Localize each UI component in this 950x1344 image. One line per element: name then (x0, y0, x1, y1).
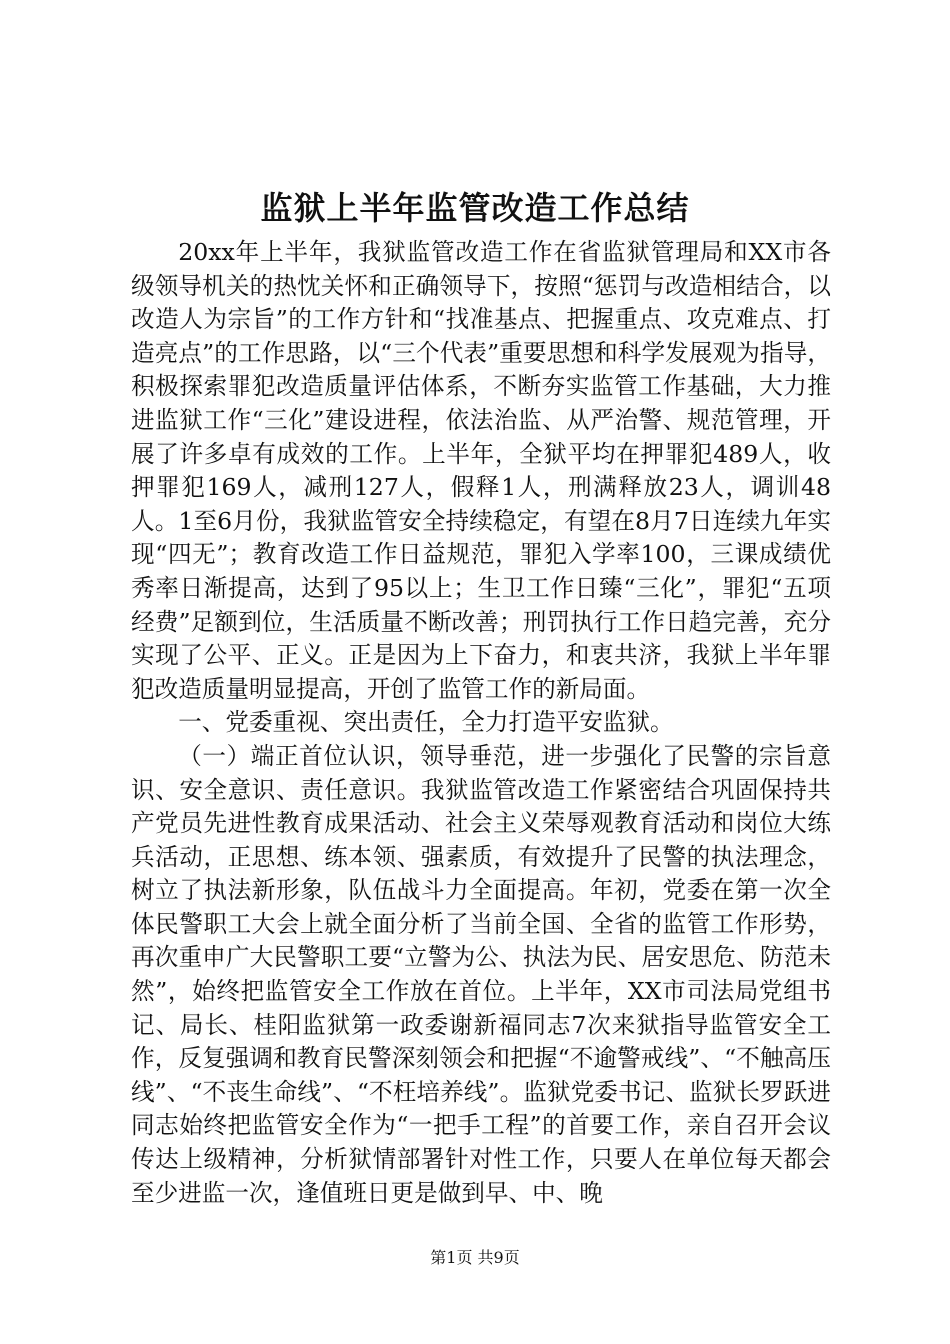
document-title: 监狱上半年监管改造工作总结 (260, 189, 690, 227)
paragraph-intro: 20xx年上半年，我狱监管改造工作在省监狱管理局和XX市各级领导机关的热忱关怀和正确领导下，按照“惩罚与改造相结合，以改造人为宗旨”的工作方针和“找准基点、把握重点、攻克难点、打造亮点”的工作思路，以“三个代表”重要思想和科学发展观为指导，积极探索罪犯改造质量评估体系，不断夯实监管工作基础，大力推进监狱工作“三化”建设进程，依法治监、从严治警、规范管理，开展了许多卓有成效的工作。上半年，全狱平均在押罪犯489人，收押罪犯169人，减刑127人，假释1人，刑满释放23人，调训48人。1至6月份，我狱监管安全持续稳定，有望在8月7日连续九年实现“四无”；教育改造工作日益规范，罪犯入学率100，三课成绩优秀率日渐提高，达到了95以上；生卫工作日臻“三化”，罪犯“五项经费”足额到位，生活质量不断改善；刑罚执行工作日趋完善，充分实现了公平、正义。正是因为上下奋力，和衷共济，我狱上半年罪犯改造质量明显提高，开创了监管工作的新局面。 (131, 238, 831, 703)
page-number: 第1页 共9页 (430, 1248, 520, 1267)
paragraph-subsection-one: （一）端正首位认识，领导垂范，进一步强化了民警的宗旨意识、安全意识、责任意识。我狱监管改造工作紧密结合巩固保持共产党员先进性教育成果活动、社会主义荣辱观教育活动和岗位大练兵活动，正思想、练本领、强素质，有效提升了民警的执法理念，树立了执法新形象，队伍战斗力全面提高。年初，党委在第一次全体民警职工大会上就全面分析了当前全国、全省的监管工作形势，再次重申广大民警职工要“立警为公、执法为民、居安思危、防范未然”，始终把监管安全工作放在首位。上半年，XX市司法局党组书记、局长、桂阳监狱第一政委谢新福同志7次来狱指导监管安全工作，反复强调和教育民警深刻领会和把握“不逾警戒线”、“不触高压线”、“不丧生命线”、“不枉培养线”。监狱党委书记、监狱长罗跃进同志始终把监管安全作为“一把手工程”的首要工作，亲自召开会议传达上级精神，分析狱情部署针对性工作，只要人在单位每天都会至少进监一次，逢值班日更是做到早、中、晚 (131, 741, 831, 1207)
document-body (131, 236, 831, 1210)
paragraph-section-heading: 一、党委重视、突出责任，全力打造平安监狱。 (178, 708, 674, 737)
